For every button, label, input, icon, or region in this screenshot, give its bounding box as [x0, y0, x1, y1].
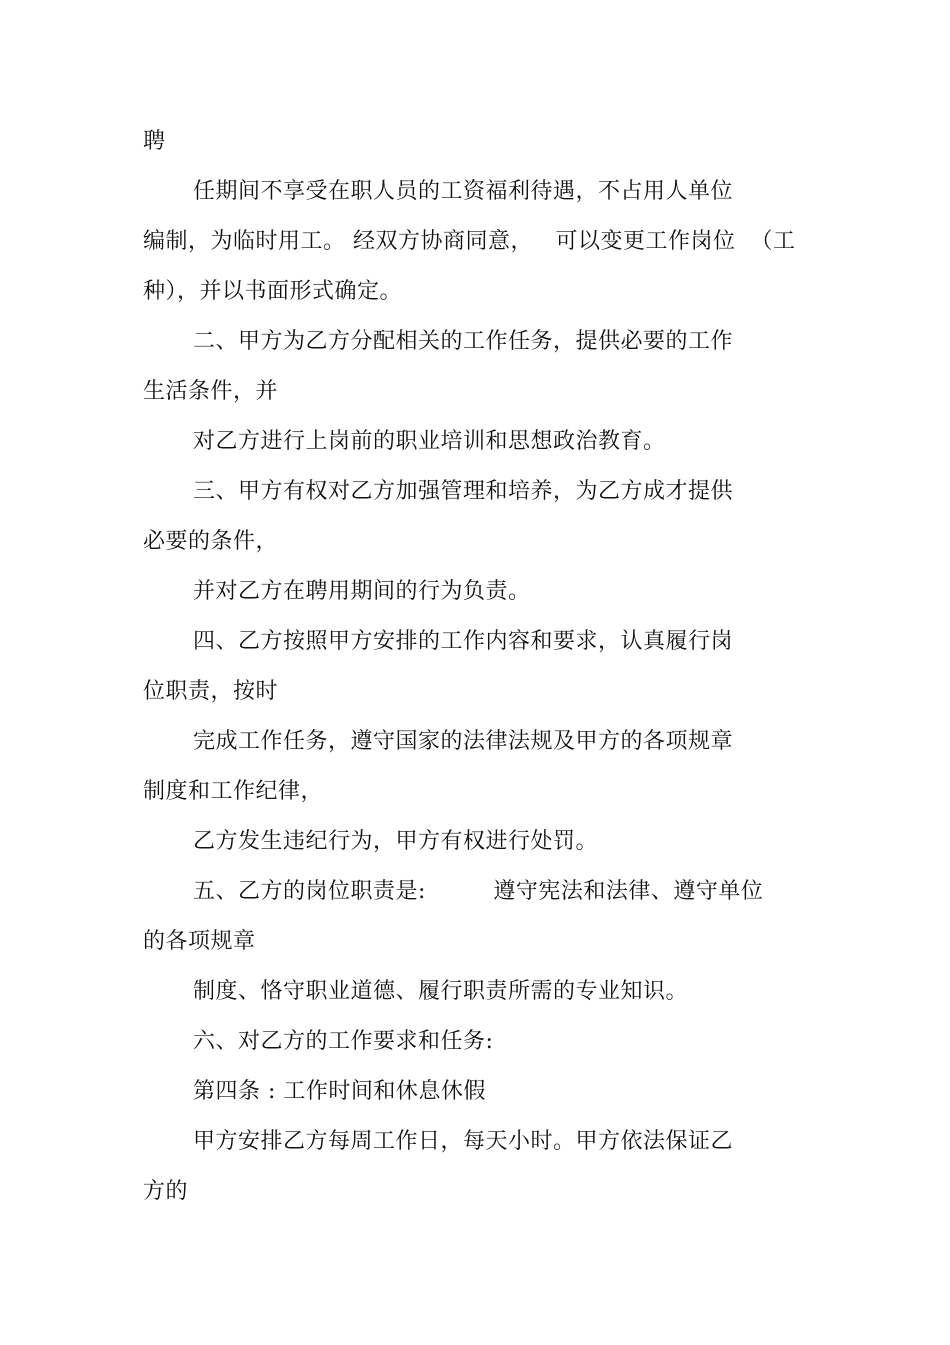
text-line: 四、乙方按照甲方安排的工作内容和要求，认真履行岗	[193, 629, 734, 654]
text-line: 必要的条件，	[143, 529, 279, 554]
text-line: 对乙方进行上岗前的职业培训和思想政治教育。	[193, 429, 666, 454]
text-line: 三、甲方有权对乙方加强管理和培养，为乙方成才提供	[193, 479, 734, 504]
text-line: 生活条件，并	[143, 379, 279, 404]
text-line: 方的	[143, 1179, 189, 1204]
text-line: 聘	[143, 129, 166, 154]
text-line: 的各项规章	[143, 929, 256, 954]
text-line: 完成工作任务，遵守国家的法律法规及甲方的各项规章	[193, 729, 734, 754]
text-line: 第四条 : 工作时间和休息休假	[193, 1079, 486, 1104]
text-line: 五、乙方的岗位职责是: 遵守宪法和法律、遵守单位	[193, 879, 764, 904]
text-line: 编制，为临时用工。 经双方协商同意， 可以变更工作岗位 （工	[143, 229, 796, 254]
text-line: 乙方发生违纪行为，甲方有权进行处罚。	[193, 829, 599, 854]
text-line: 甲方安排乙方每周工作日，每天小时。甲方依法保证乙	[193, 1129, 734, 1154]
text-line: 二、甲方为乙方分配相关的工作任务，提供必要的工作	[193, 329, 734, 354]
text-line: 位职责，按时	[143, 679, 279, 704]
text-line: 制度、恪守职业道德、履行职责所需的专业知识。	[193, 979, 689, 1004]
text-line: 任期间不享受在职人员的工资福利待遇，不占用人单位	[193, 179, 734, 204]
text-line: 种），并以书面形式确定。	[143, 279, 403, 304]
text-line: 六、对乙方的工作要求和任务:	[193, 1029, 494, 1054]
text-line: 并对乙方在聘用期间的行为负责。	[193, 579, 531, 604]
text-line: 制度和工作纪律，	[143, 779, 324, 804]
